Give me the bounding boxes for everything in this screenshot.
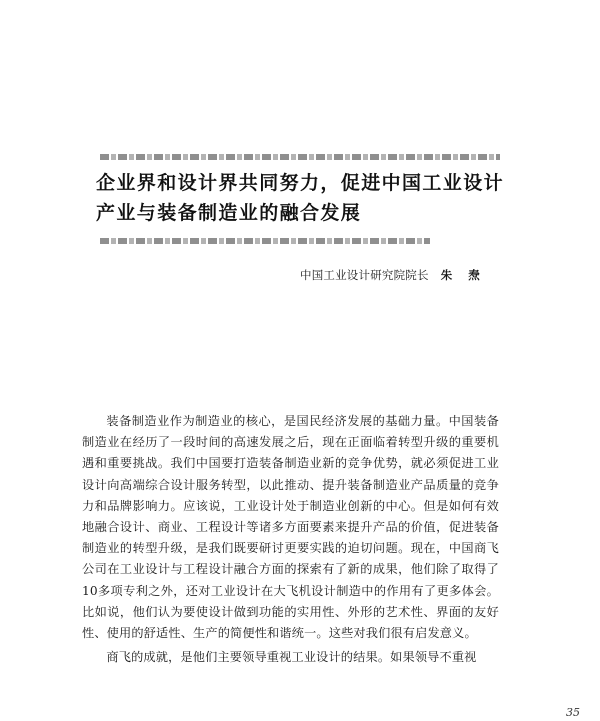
article-title [96,168,516,228]
page-number: 35 [566,706,580,719]
byline [300,267,500,283]
title-line-2: 产业与装备制造业的融合发展 [96,202,362,224]
author-affiliation: 中国工业设计研究院院长 [300,268,429,282]
title-line-1: 企业界和设计界共同努力，促进中国工业设计 [96,172,505,194]
article-body [82,411,499,671]
decorative-rule-top [100,154,500,160]
paragraph-1: 装备制造业作为制造业的核心，是国民经济发展的基础力量。中国装备制造业在经历了一段时间的高速发展之后，现在正面临着转型升级的重要机遇和重要挑战。我们中国要打造装备制造业新的竞争优势，就必须促进工业设计向高端综合设计服务转型，以此推动、提升装备制造业产品质量的竞争力和品牌影响力。应该说，工业设计处于制造业创新的中心。但是如何有效地融合设计、商业、工程设计等诸多方面要素来提升产品的价值，促进装备制造业的转型升级，是我们既要研讨更要实践的迫切问题。现在，中国商飞公司在工业设计与工程设计融合方面的探索有了新的成果，他们除了取得了10多项专利之外，还对工业设计在大飞机设计制造中的作用有了更多体会。比如说，他们认为要使设计做到功能的实用性、外形的艺术性、界面的友好性、使用的舒适性、生产的简便性和谐统一。这些对我们很有启发意义。 [82,414,499,641]
paragraph-2: 商飞的成就，是他们主要领导重视工业设计的结果。如果领导不重视 [106,650,477,665]
decorative-rule-bottom [100,238,430,244]
author-name: 朱焘 [440,268,496,282]
